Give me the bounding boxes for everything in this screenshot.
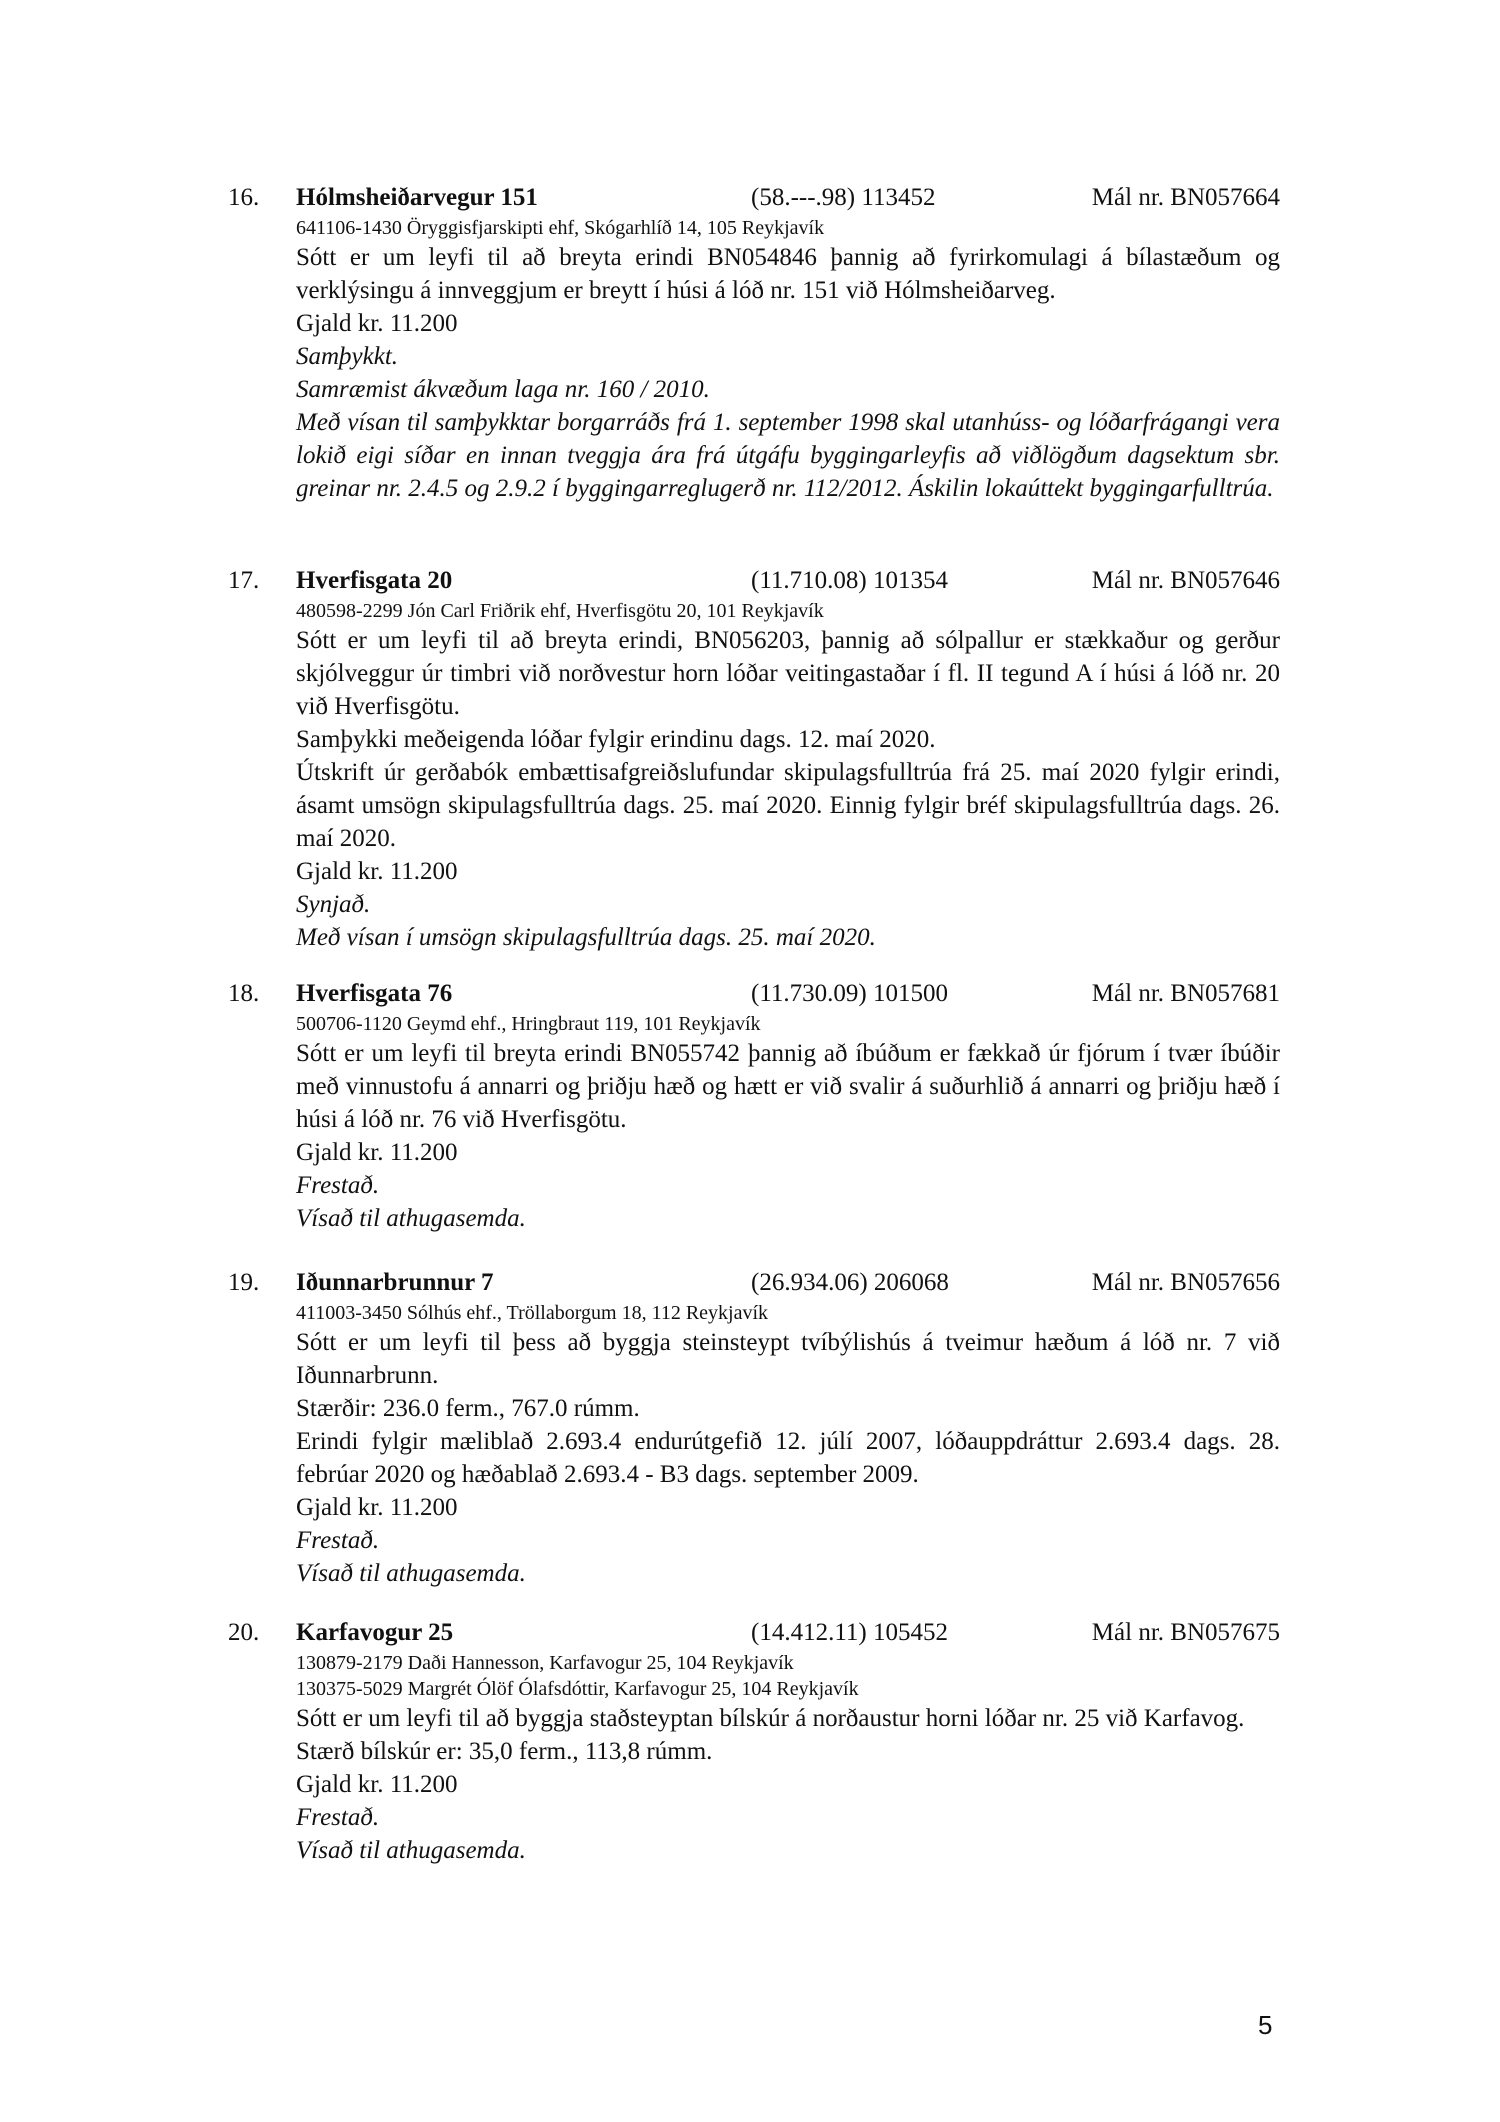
case-extra: Stærðir: 236.0 ferm., 767.0 rúmm. bbox=[296, 1395, 640, 1422]
case-land-number: (58.---.98) 113452 bbox=[751, 184, 936, 211]
case-fee: Gjald kr. 11.200 bbox=[296, 858, 458, 885]
case-mal-number: Mál nr. BN057646 bbox=[1091, 567, 1280, 594]
applicant: 641106-1430 Öryggisfjarskipti ehf, Skógarhlíð 14, 105 Reykjavík bbox=[296, 217, 825, 239]
case-extra: Útskrift úr gerðabók embættisafgreiðslufundar skipulagsfulltrúa frá 25. maí 2020 fylgir erindi, ásamt umsögn skipulagsfulltrúa dags. 25. maí 2020. Einnig fylgir bréf skipulagsfulltrúa dags. 26. maí 2020. bbox=[296, 759, 1280, 852]
case-header bbox=[228, 181, 1280, 215]
case-entry-16 bbox=[228, 181, 1280, 505]
case-note: Vísað til athugasemda. bbox=[296, 1560, 526, 1587]
case-mal-number: Mál nr. BN057664 bbox=[1091, 184, 1280, 211]
case-mal-number: Mál nr. BN057681 bbox=[1091, 980, 1280, 1007]
case-address: Hólmsheiðarvegur 151 bbox=[296, 184, 538, 211]
case-body bbox=[296, 1650, 1280, 1867]
case-header bbox=[228, 977, 1280, 1011]
case-mal-number: Mál nr. BN057675 bbox=[1091, 1619, 1280, 1646]
case-decision: Samþykkt. bbox=[296, 343, 399, 370]
case-mal-number: Mál nr. BN057656 bbox=[1091, 1269, 1280, 1296]
case-description: Sótt er um leyfi til breyta erindi BN055742 þannig að íbúðum er fækkað úr fjórum í tvær íbúðir með vinnustofu á annarri og þriðju hæð og hætt er við svalir á suðurhlið á annarri og þriðju hæð í húsi á lóð nr. 76 við Hverfisgötu. bbox=[296, 1040, 1280, 1133]
case-body bbox=[296, 1300, 1280, 1590]
page-number: 5 bbox=[1258, 2010, 1273, 2040]
case-fee: Gjald kr. 11.200 bbox=[296, 1771, 458, 1798]
case-entry-17 bbox=[228, 564, 1280, 954]
case-land-number: (11.710.08) 101354 bbox=[751, 567, 948, 594]
case-note: Með vísan í umsögn skipulagsfulltrúa dags. 25. maí 2020. bbox=[296, 924, 876, 951]
case-description: Sótt er um leyfi til að breyta erindi, BN056203, þannig að sólpallur er stækkaður og gerður skjólveggur úr timbri við norðvestur horn lóðar veitingastaðar í fl. II tegund A í húsi á lóð nr. 20 við Hverfisgötu. bbox=[296, 627, 1280, 720]
case-number: 19. bbox=[228, 1269, 260, 1296]
case-entry-18 bbox=[228, 977, 1280, 1235]
case-address: Hverfisgata 76 bbox=[296, 980, 453, 1007]
case-fee: Gjald kr. 11.200 bbox=[296, 1139, 458, 1166]
case-decision: Frestað. bbox=[296, 1804, 380, 1831]
case-header bbox=[228, 1266, 1280, 1300]
case-decision: Frestað. bbox=[296, 1172, 380, 1199]
case-entry-19 bbox=[228, 1266, 1280, 1590]
case-address: Hverfisgata 20 bbox=[296, 567, 453, 594]
applicant: 480598-2299 Jón Carl Friðrik ehf, Hverfisgötu 20, 101 Reykjavík bbox=[296, 600, 824, 622]
case-extra: Samþykki meðeigenda lóðar fylgir erindinu dags. 12. maí 2020. bbox=[296, 726, 936, 753]
case-note: Samræmist ákvæðum laga nr. 160 / 2010. bbox=[296, 376, 710, 403]
applicant: 130879-2179 Daði Hannesson, Karfavogur 25, 104 Reykjavík bbox=[296, 1652, 794, 1674]
case-fee: Gjald kr. 11.200 bbox=[296, 1494, 458, 1521]
case-note: Vísað til athugasemda. bbox=[296, 1205, 526, 1232]
case-extra: Erindi fylgir mæliblað 2.693.4 endurútgefið 12. júlí 2007, lóðauppdráttur 2.693.4 dags. 28. febrúar 2020 og hæðablað 2.693.4 - B3 dags. september 2009. bbox=[296, 1428, 1280, 1488]
case-body bbox=[296, 598, 1280, 954]
case-body bbox=[296, 215, 1280, 505]
case-number: 17. bbox=[228, 567, 260, 594]
case-number: 16. bbox=[228, 184, 260, 211]
case-address: Karfavogur 25 bbox=[296, 1619, 454, 1646]
case-number: 18. bbox=[228, 980, 260, 1007]
case-entry-20 bbox=[228, 1616, 1280, 1867]
applicant: 130375-5029 Margrét Ólöf Ólafsdóttir, Karfavogur 25, 104 Reykjavík bbox=[296, 1678, 859, 1700]
case-number: 20. bbox=[228, 1619, 260, 1646]
case-description: Sótt er um leyfi til að breyta erindi BN054846 þannig að fyrirkomulagi á bílastæðum og verklýsingu á innveggjum er breytt í húsi á lóð nr. 151 við Hólmsheiðarveg. bbox=[296, 244, 1280, 304]
case-note: Vísað til athugasemda. bbox=[296, 1837, 526, 1864]
applicant: 500706-1120 Geymd ehf., Hringbraut 119, 101 Reykjavík bbox=[296, 1013, 761, 1035]
applicant: 411003-3450 Sólhús ehf., Tröllaborgum 18, 112 Reykjavík bbox=[296, 1302, 769, 1324]
case-land-number: (14.412.11) 105452 bbox=[751, 1619, 948, 1646]
case-body bbox=[296, 1011, 1280, 1235]
case-extra: Stærð bílskúr er: 35,0 ferm., 113,8 rúmm. bbox=[296, 1738, 713, 1765]
case-description: Sótt er um leyfi til þess að byggja steinsteypt tvíbýlishús á tveimur hæðum á lóð nr. 7 við Iðunnarbrunn. bbox=[296, 1329, 1280, 1389]
case-land-number: (26.934.06) 206068 bbox=[751, 1269, 949, 1296]
case-note: Með vísan til samþykktar borgarráðs frá 1. september 1998 skal utanhúss- og lóðarfrágangi vera lokið eigi síðar en innan tveggja ára frá útgáfu byggingarleyfis að viðlögðum dagsektum sbr. greinar nr. 2.4.5 og 2.9.2 í byggingarreglugerð nr. 112/2012. Áskilin lokaúttekt byggingarfulltrúa. bbox=[296, 409, 1280, 502]
case-decision: Frestað. bbox=[296, 1527, 380, 1554]
case-header bbox=[228, 564, 1280, 598]
case-land-number: (11.730.09) 101500 bbox=[751, 980, 948, 1007]
case-description: Sótt er um leyfi til að byggja staðsteyptan bílskúr á norðaustur horni lóðar nr. 25 við Karfavog. bbox=[296, 1705, 1245, 1732]
case-fee: Gjald kr. 11.200 bbox=[296, 310, 458, 337]
case-decision: Synjað. bbox=[296, 891, 371, 918]
case-address: Iðunnarbrunnur 7 bbox=[296, 1269, 494, 1296]
case-header bbox=[228, 1616, 1280, 1650]
